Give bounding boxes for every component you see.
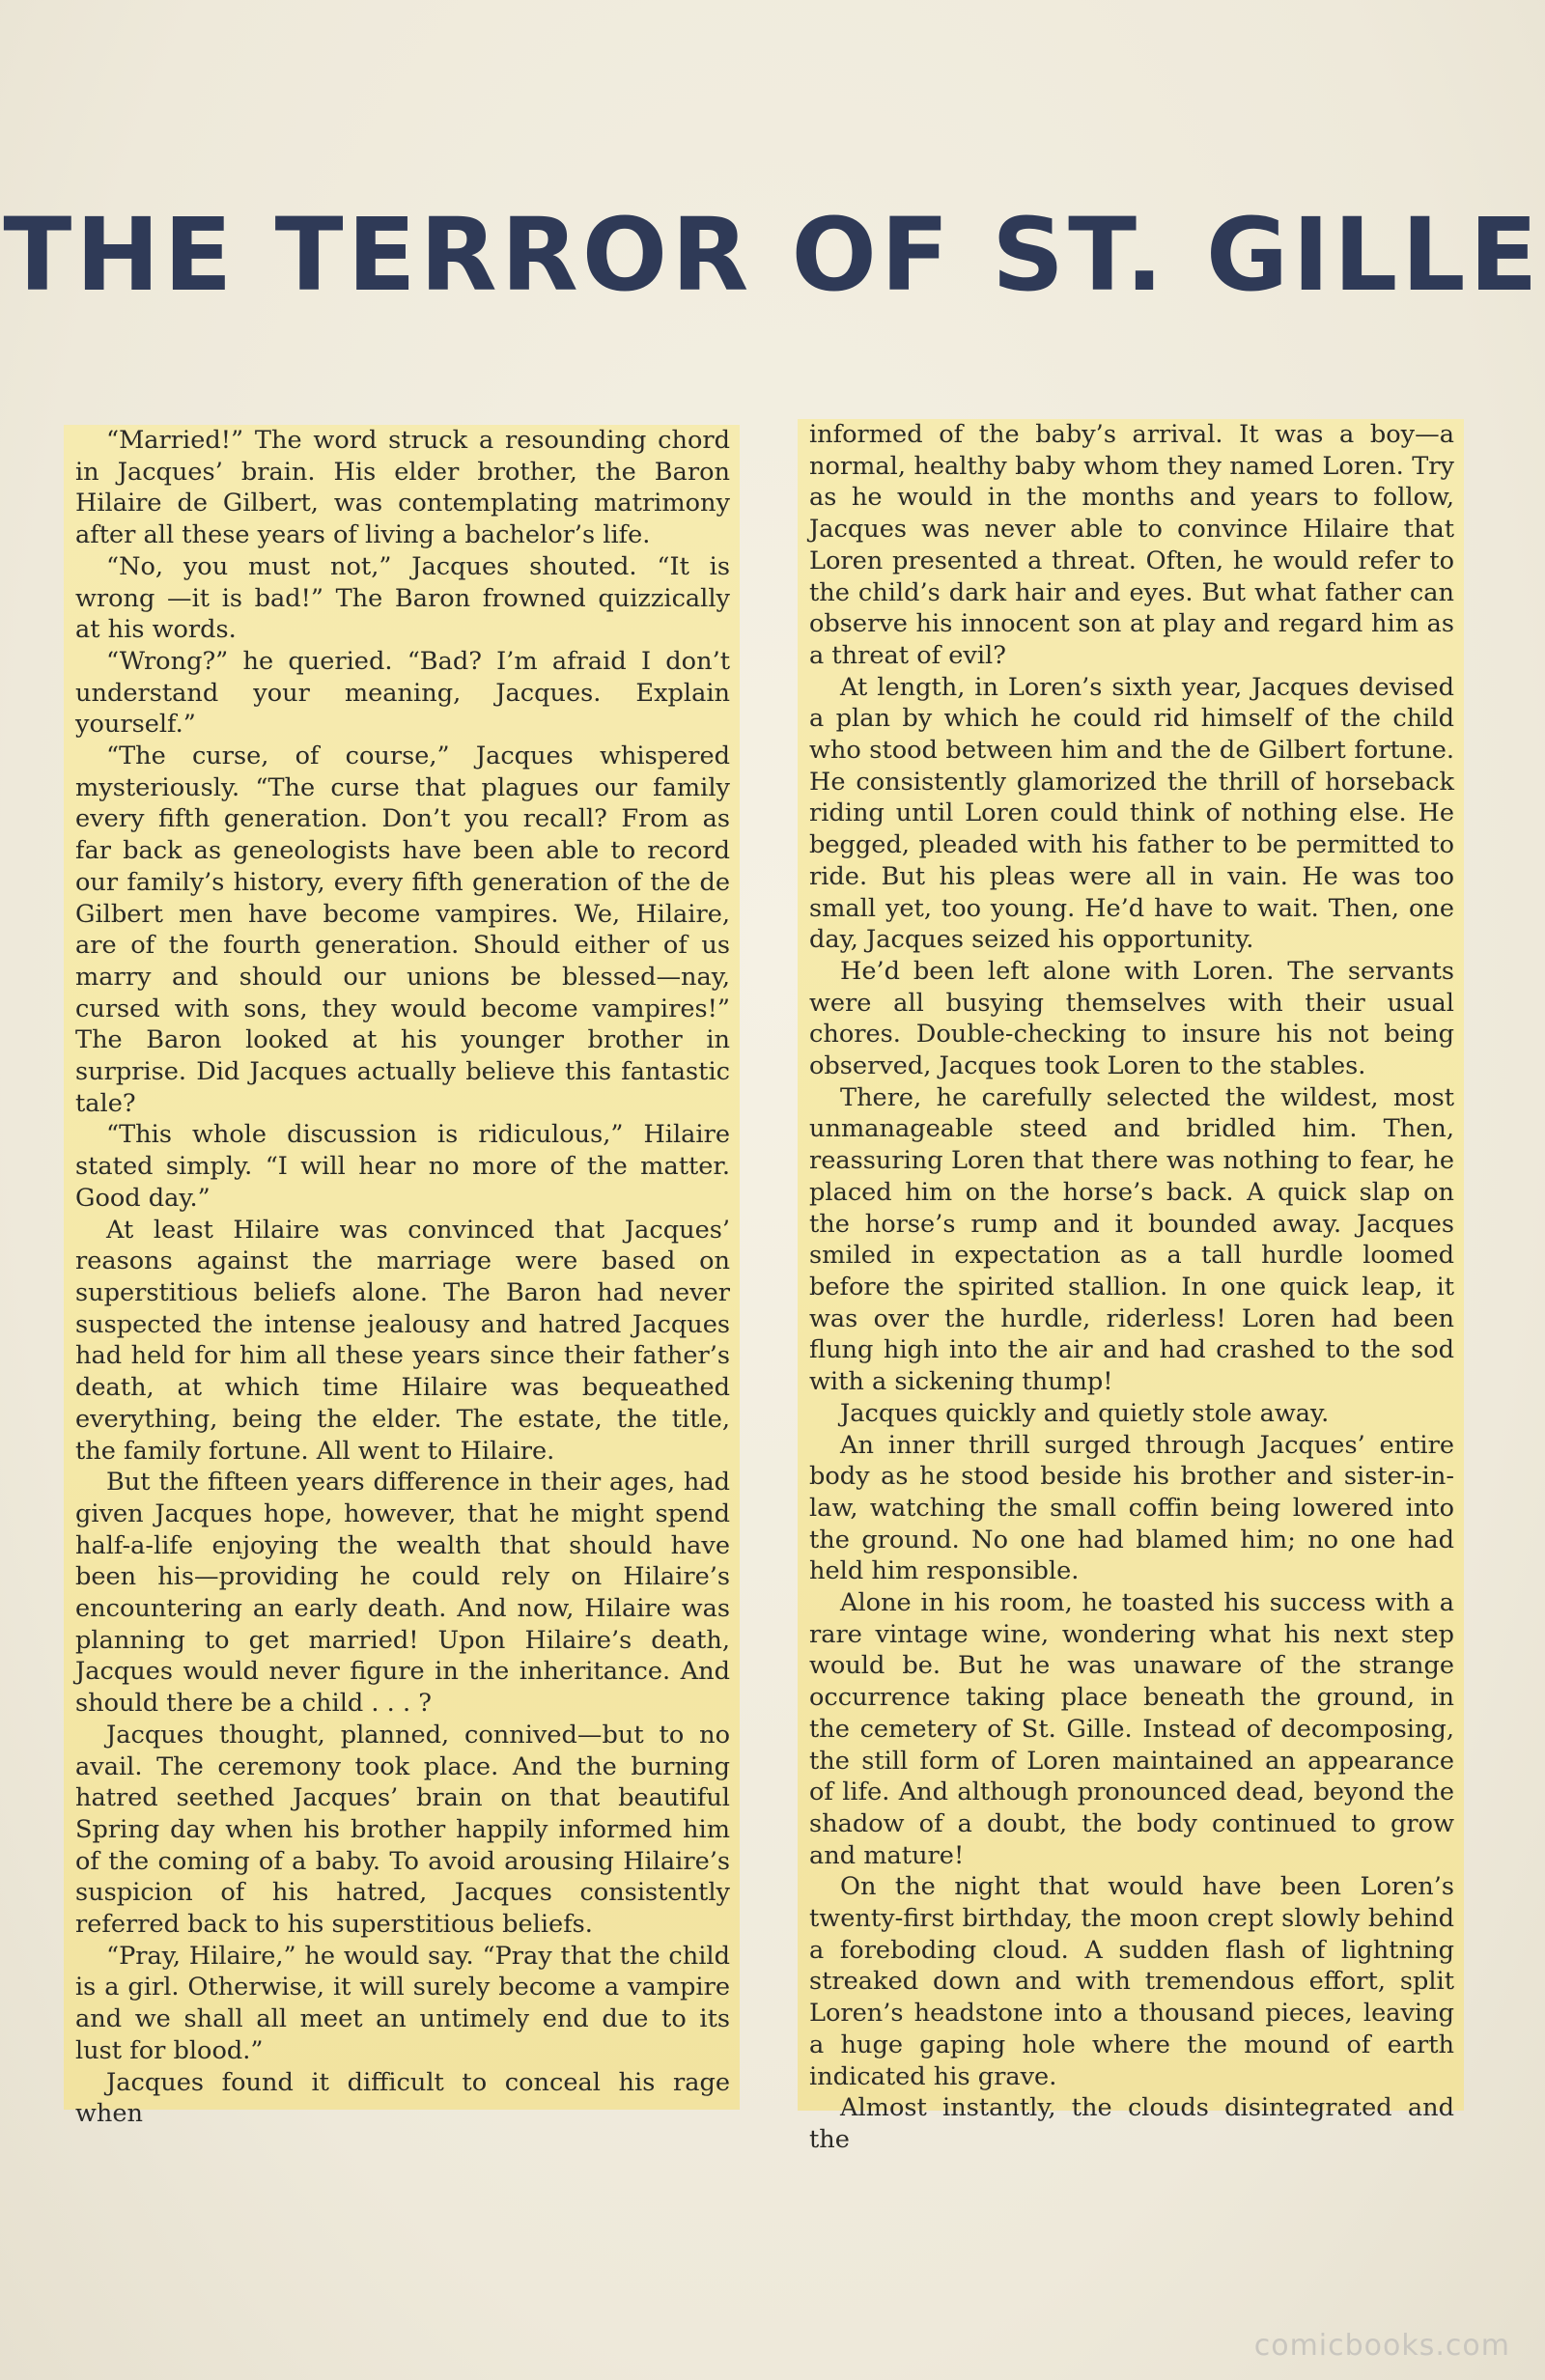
paragraph: At length, in Loren’s sixth year, Jacques devised a plan by which he could rid himself of the child who stood between him and the de Gilbert fortune. He consistently glamorized the thrill of horseback riding until Loren could think of nothing else. He begged, pleaded with his father to be permitted to ride. But his pleas were all in vain. He was too small yet, too young. He’d have to wait. Then, one day, Jacques seized his opportunity. [809, 672, 1454, 955]
paragraph: “Married!” The word struck a resounding chord in Jacques’ brain. His elder brother, the Baron Hilaire de Gilbert, was contemplating matrimony after all these years of living a bachelor’s life. [75, 426, 730, 550]
paragraph: “The curse, of course,” Jacques whispered mysteriously. “The curse that plagues our family every fifth generation. Don’t you recall? From as far back as geneologists have been able to record our family’s history, every fifth generation of the de Gilbert men have become vampires. We, Hilaire, are of the fourth generation. Should either of us marry and should our unions be blessed—nay, cursed with sons, they would become vampires!” The Baron looked at his younger brother in surprise. Did Jacques actually believe this fantastic tale? [75, 742, 730, 1118]
paragraph: Jacques quickly and quietly stole away. [840, 1398, 1330, 1428]
right-column-text [809, 419, 1454, 2156]
right-text-column [798, 419, 1464, 2154]
paragraph: “Pray, Hilaire,” he would say. “Pray that the child is a girl. Otherwise, it will surely become a vampire and we shall all meet an untimely end due to its lust for blood.” [75, 1941, 730, 2065]
paragraph: informed of the baby’s arrival. It was a boy—a normal, healthy baby whom they named Loren. Try as he would in the months and years to follow, Jacques was never able to convince Hilaire that Loren presented a threat. Often, he would refer to the child’s dark hair and eyes. But what father can observe his innocent son at play and regard him as a threat of evil? [809, 420, 1454, 670]
story-title: THE TERROR OF ST. GILLE [3, 196, 1542, 314]
paragraph: “This whole discussion is ridiculous,” Hilaire stated simply. “I will hear no more of the matter. Good day.” [75, 1120, 730, 1213]
paragraph: Alone in his room, he toasted his success with a rare vintage wine, wondering what his next step would be. But he was unaware of the strange occurrence taking place beneath the ground, in the cemetery of St. Gille. Instead of decomposing, the still form of Loren maintained an appearance of life. And although pronounced dead, beyond the shadow of a doubt, the body continued to grow and mature! [809, 1588, 1454, 1870]
left-column-text [75, 425, 730, 2130]
paragraph: “Wrong?” he queried. “Bad? I’m afraid I don’t understand your meaning, Jacques. Explain yourself.” [75, 646, 730, 740]
paragraph: Jacques thought, planned, connived—but to no avail. The ceremony took place. And the burning hatred seethed Jacques’ brain on that beautiful Spring day when his brother happily informed him of the coming of a baby. To avoid arousing Hilaire’s suspicion of his hatred, Jacques consistently referred back to his superstitious beliefs. [75, 1720, 730, 1940]
paragraph: There, he carefully selected the wildest, most unmanageable steed and bridled him. Then, reassuring Loren that there was nothing to fear, he placed him on the horse’s back. A quick slap on the horse’s rump and it bounded away. Jacques smiled in expectation as a tall hurdle loomed before the spirited stallion. In one quick leap, it was over the hurdle, riderless! Loren had been flung high into the air and had crashed to the sod with a sickening thump! [809, 1082, 1454, 1397]
paragraph: He’d been left alone with Loren. The servants were all busying themselves with their usual chores. Double-checking to insure his not being observed, Jacques took Loren to the stables. [809, 956, 1454, 1081]
paragraph: An inner thrill surged through Jacques’ entire body as he stood beside his brother and sister-in-law, watching the small coffin being lowered into the ground. No one had blamed him; no one had held him responsible. [809, 1430, 1454, 1586]
paragraph: Jacques found it difficult to conceal his rage when [75, 2067, 730, 2129]
paragraph: But the fifteen years difference in their ages, had given Jacques hope, however, that he might spend half-a-life enjoying the wealth that should have been his—providing he could rely on Hilaire’s encountering an early death. And now, Hilaire was planning to get married! Upon Hilaire’s death, Jacques would never figure in the inheritance. And should there be a child . . . ? [75, 1468, 730, 1719]
paragraph: At least Hilaire was convinced that Jacques’ reasons against the marriage were based on superstitious beliefs alone. The Baron had never suspected the intense jealousy and hatred Jacques had held for him all these years since their father’s death, at which time Hilaire was bequeathed everything, being the elder. The estate, the title, the family fortune. All went to Hilaire. [75, 1215, 730, 1466]
watermark: comicbooks.com [1253, 2329, 1510, 2363]
paragraph: On the night that would have been Loren’s twenty-first birthday, the moon crept slowly behind a foreboding cloud. A sudden flash of lightning streaked down and with tremendous effort, split Loren’s headstone into a thousand pieces, leaving a huge gaping hole where the mound of earth indicated his grave. [809, 1872, 1454, 2091]
paragraph: Almost instantly, the clouds disintegrated and the [809, 2093, 1454, 2154]
left-text-column [64, 425, 740, 2129]
paragraph: “No, you must not,” Jacques shouted. “It is wrong —it is bad!” The Baron frowned quizzically at his words. [75, 551, 730, 645]
